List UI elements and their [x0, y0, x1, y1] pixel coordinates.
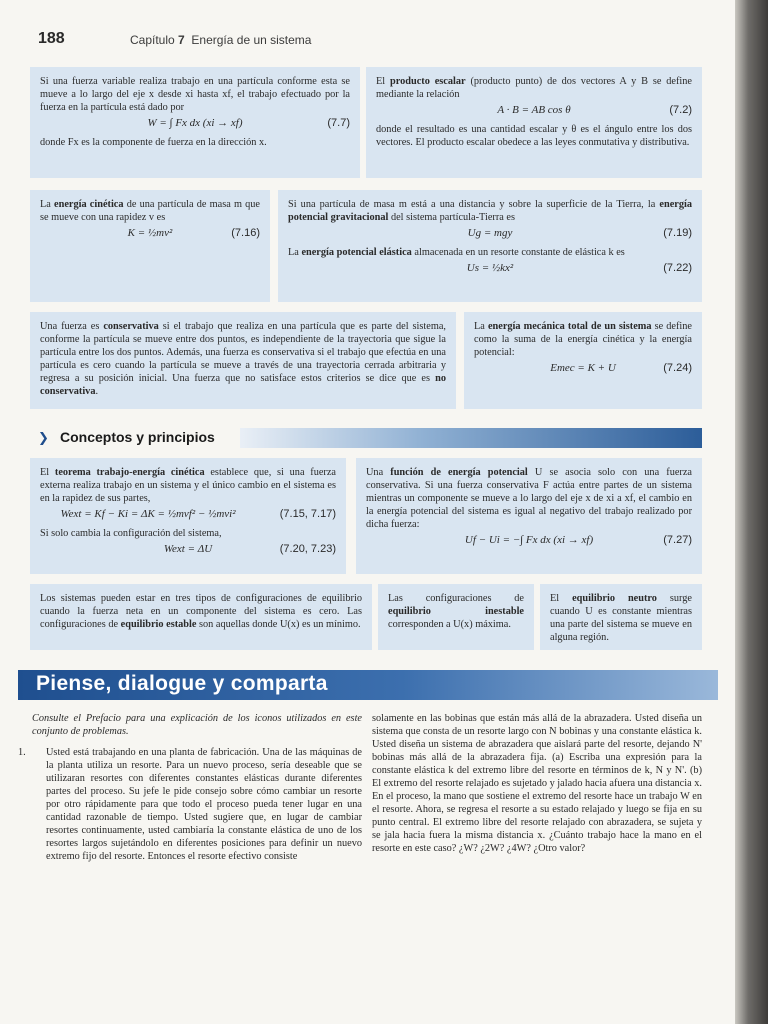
theorem-equation2-line	[40, 540, 336, 562]
potfunc-equation: Uf − Ui = −∫ Fx dx (xi → xf)	[464, 534, 594, 546]
theorem-text2: Si solo cambia la configuración del sistema,	[40, 528, 222, 539]
running-head	[130, 33, 311, 47]
question-1	[18, 746, 362, 863]
summary-box-mechanical	[464, 312, 702, 409]
kinetic-equation-line	[40, 224, 260, 246]
question-text-left: Usted está trabajando en una planta de fabricación. Una de las máquinas de la planta utiliza un resorte. Para un nuevo proceso, sería deseable que se utilizaran resortes con diferentes constantes elásticas durante diferentes partes del proceso. Su jefe le pide consejo sobre cómo cambiar un resorte por otro rápidamente para que todo el proceso pueda tener lugar en una cantidad razonable de tiempo. Usted sugiere que, en lugar de cambiar resortes continuamente, usted cambiaría la constante elástica de uno de los resortes largos sujetándolo en diferentes posiciones para definir un nuevo extremo fijo del resorte. Entonces el resorte efectivo consiste	[46, 747, 362, 862]
mechanical-equation-line	[474, 359, 692, 381]
theorem-eq-number2: (7.20, 7.23)	[279, 543, 336, 555]
work-after: donde Fx es la componente de fuerza en la dirección x.	[40, 137, 267, 148]
summary-box-unstable	[378, 584, 534, 650]
summary-box-kinetic	[30, 190, 270, 302]
discussion-intro: Consulte el Prefacio para una explicación de los iconos utilizados en este conjunto de problemas.	[32, 713, 362, 737]
dot-equation: A · B = AB cos θ	[497, 104, 571, 116]
theorem-equation: Wext = Kf − Ki = ΔK = ½mvf² − ½mvi²	[60, 508, 236, 520]
kinetic-equation: K = ½mv²	[127, 227, 173, 239]
work-text: Si una fuerza variable realiza trabajo en una partícula conforme esta se mueve a lo largo del eje x desde xi hasta xf, el trabajo efectuado por la fuerza en la partícula está dado por	[40, 76, 350, 113]
banner-title: Piense, dialogue y comparta	[36, 672, 328, 695]
potential-text: Si una partícula de masa m está a una distancia y sobre la superficie de la Tierra, la energía potencial gravitacional del sistema partícula-Tierra es	[288, 199, 692, 223]
section-title: Conceptos y principios	[60, 429, 215, 445]
elastic-equation: Us = ½kx²	[466, 262, 514, 274]
dot-text: El producto escalar (producto punto) de dos vectores A y B se define mediante la relación	[376, 76, 693, 100]
theorem-text: El teorema trabajo-energía cinética establece que, si una fuerza externa realiza trabajo en un sistema y el único cambio en el sistema es en la rapidez de sus partes,	[40, 467, 336, 504]
section-rule	[240, 428, 702, 448]
chapter-number: 7	[178, 33, 185, 47]
section-arrow-icon: ❯	[38, 430, 49, 445]
page-binding-shadow	[735, 0, 768, 1024]
gravitational-equation-line	[288, 224, 692, 246]
chapter-title: Energía de un sistema	[191, 33, 312, 47]
theorem-equation-line	[40, 505, 336, 527]
neutral-text: El equilibrio neutro surge cuando U es constante mientras una parte del sistema se mueve en alguna región.	[550, 593, 692, 643]
kinetic-text: La energía cinética de una partícula de masa m que se mueve con una rapidez v es	[40, 199, 261, 223]
mechanical-eq-number: (7.24)	[663, 362, 692, 374]
summary-box-stable	[30, 584, 372, 650]
gravitational-eq-number: (7.19)	[663, 227, 692, 239]
summary-box-potential	[278, 190, 702, 302]
gravitational-equation: Ug = mgy	[467, 227, 513, 239]
theorem-equation2: Wext = ΔU	[163, 543, 213, 555]
kinetic-eq-number: (7.16)	[231, 227, 260, 239]
question-number: 1.	[18, 747, 26, 758]
elastic-equation-line	[288, 259, 692, 281]
unstable-text: Las configuraciones de equilibrio inestable corresponden a U(x) máxima.	[388, 593, 524, 630]
chapter-label: Capítulo	[130, 33, 175, 47]
dot-after: donde el resultado es una cantidad escalar y θ es el ángulo entre los dos vectores. El producto escalar obedece a las leyes conmutativa y distributiva.	[376, 124, 692, 148]
dot-equation-line	[376, 101, 692, 123]
discussion-banner	[18, 670, 718, 700]
elastic-text: La energía potencial elástica almacenada en un resorte constante de elástica k es	[288, 247, 625, 258]
work-equation: W = ∫ Fx dx (xi → xf)	[147, 117, 243, 129]
section-heading	[30, 428, 702, 448]
potfunc-equation-line	[366, 531, 692, 553]
work-equation-line	[40, 114, 350, 136]
summary-box-potential-function	[356, 458, 702, 574]
stable-text: Los sistemas pueden estar en tres tipos de configuraciones de equilibrio cuando la fuerza neta en un componente del sistema es cero. Las configuraciones de equilibrio estable son aquellas donde U(x) es un mínimo.	[40, 593, 362, 630]
page-number: 188	[38, 30, 65, 47]
elastic-eq-number: (7.22)	[663, 262, 692, 274]
theorem-eq-number: (7.15, 7.17)	[279, 508, 336, 520]
potfunc-text: Una función de energía potencial U se asocia solo con una fuerza conservativa. Si una fuerza conservativa F actúa entre partes de un sistema mientras un componente se mueve a lo largo del eje x de xi a xf, el cambio en la energía potencial del sistema es igual al negativo del trabajo realizado por dicha fuerza:	[366, 467, 692, 530]
conservative-text: Una fuerza es conservativa si el trabajo que realiza en una partícula que es parte del sistema, conforme la partícula se mueve entre dos puntos, es independiente de la trayectoria que sigue la partícula entre los dos puntos. Además, una fuerza es conservativa si el trabajo que efectúa en una partícula es cero cuando la partícula se mueve a través de una trayectoria cerrada arbitraria y regresa a su posición inicial. Una fuerza que no satisface estos criterios se dice que es no conservativa.	[40, 321, 446, 397]
potfunc-eq-number: (7.27)	[663, 534, 692, 546]
discussion-right-column	[372, 712, 702, 855]
dot-eq-number: (7.2)	[669, 104, 692, 116]
summary-box-theorem	[30, 458, 346, 574]
summary-box-work	[30, 67, 360, 178]
work-eq-number: (7.7)	[327, 117, 350, 129]
summary-box-dot-product	[366, 67, 702, 178]
summary-box-neutral	[540, 584, 702, 650]
mechanical-equation: Emec = K + U	[550, 362, 616, 374]
mechanical-text: La energía mecánica total de un sistema se define como la suma de la energía cinética y la energía potencial:	[474, 321, 693, 358]
discussion-left-column	[18, 712, 362, 863]
question-text-right: solamente en las bobinas que están más allá de la abrazadera. Usted diseña un sistema que consta de un resorte largo con N bobinas y una constante elástica k. Usted diseña un sistema de abrazadera que aislará parte del resorte, dejando N' bobinas más allá de la abrazadera fija. (a) Escriba una expresión para la constante elástica k del extremo libre del resorte en términos de k, N y N'. (b) El extremo del resorte relajado es sujetado y jalado hacia afuera una distancia x. En el proceso, la mano que sostiene el extremo del resorte hace un trabajo W en el resorte. Ahora, se regresa el resorte a su estado relajado y luego se fija en su punto central. El extremo libre del resorte relajado con abrazadera, se sujeta y se jala hacia fuera la misma distancia x. ¿Cuánto trabajo hace la mano en el resorte en este caso? ¿W? ¿2W? ¿4W? ¿Otro valor?	[372, 713, 702, 854]
summary-box-conservative	[30, 312, 456, 409]
